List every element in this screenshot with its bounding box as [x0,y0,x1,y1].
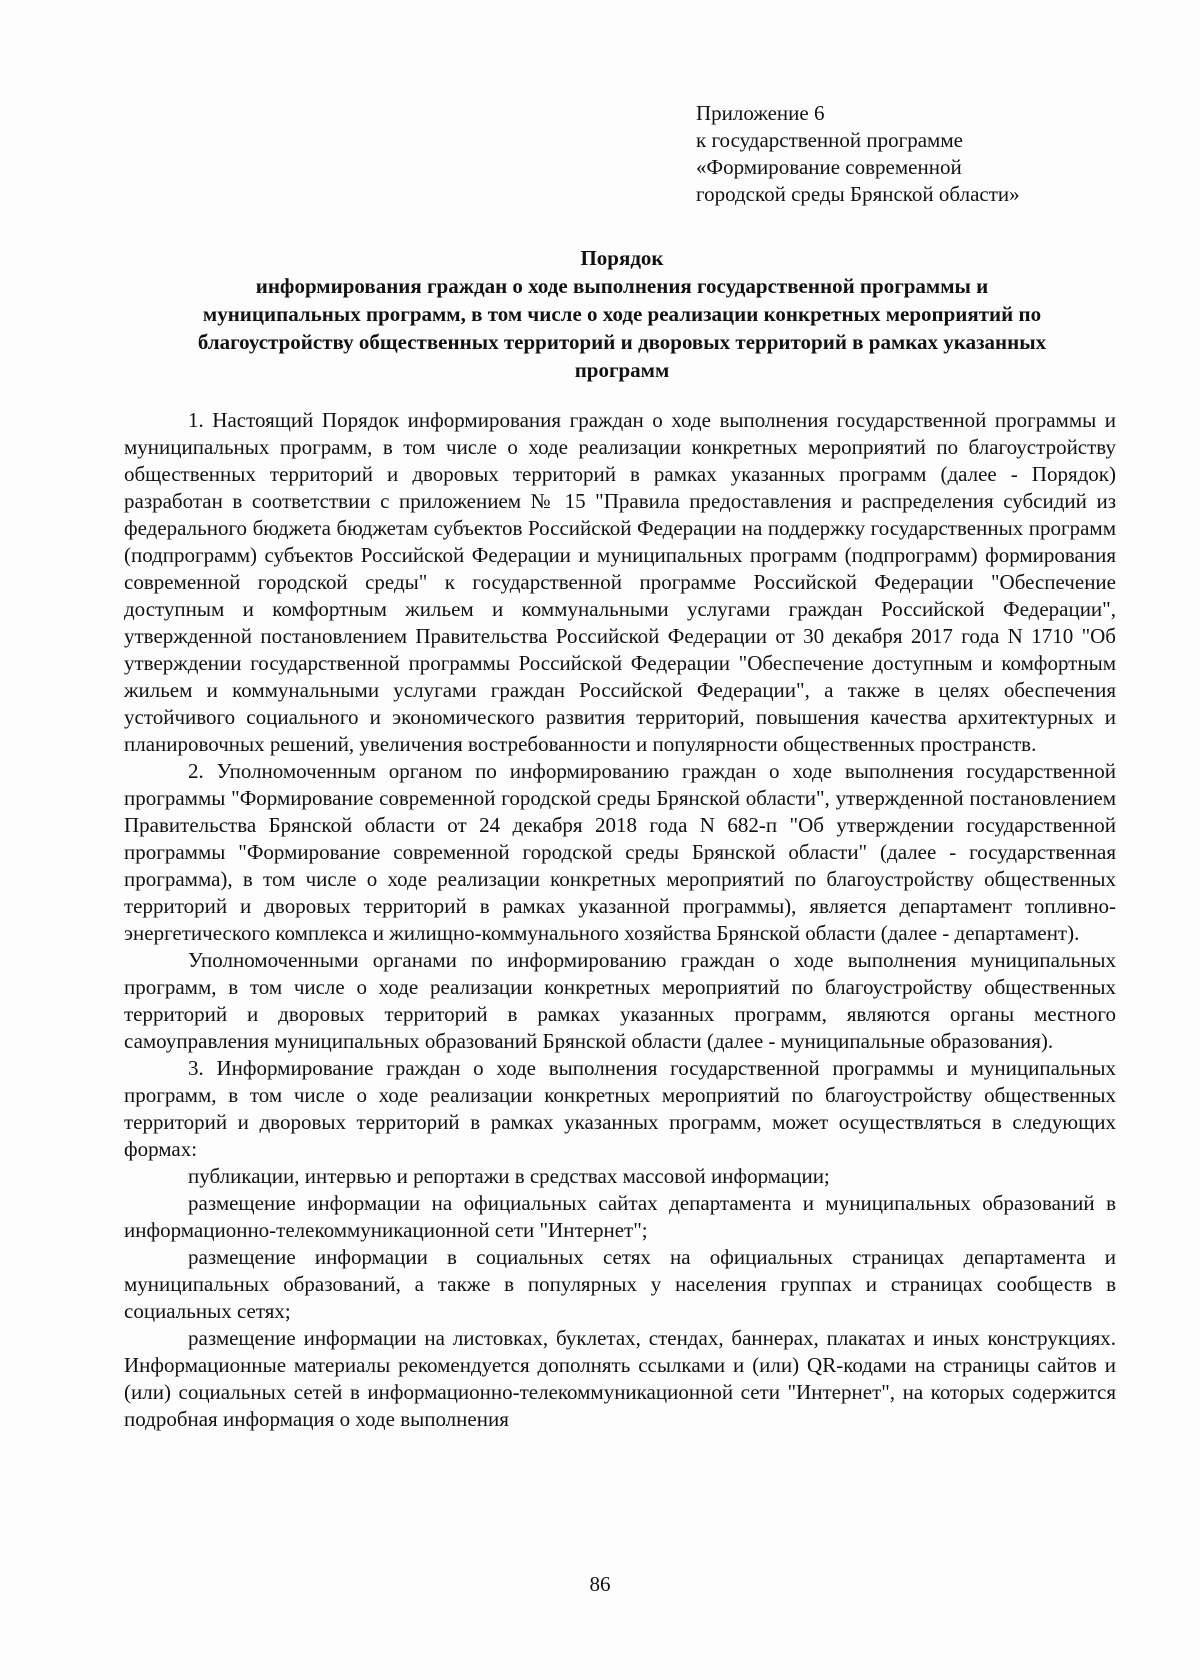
list-item-media: публикации, интервью и репортажи в средствах массовой информации; [188,1164,830,1188]
appendix-header [696,100,1136,208]
appendix-line: городской среды Брянской области» [696,182,1020,206]
paragraph-3: Уполномоченными органами по информированию граждан о ходе выполнения муниципальных программ, в том числе о ходе реализации конкретных мероприятий по благоустройству общественных территорий и дворовых территорий в рамках указанных программ, являются органы местного самоуправления муниципальных образований Брянской области (далее - муниципальные образования). [124,948,1116,1053]
title-line: муниципальных программ, в том числе о ходе реализации конкретных мероприятий по [202,302,1042,326]
page-number: 86 [589,1572,611,1596]
title-line: программ [574,358,670,382]
paragraph-2: 2. Уполномоченным органом по информированию граждан о ходе выполнения государственной программы "Формирование современной городской среды Брянской области", утвержденной постановлением Правительства Брянской области от 24 декабря 2018 года N 682-п "Об утверждении государственной программы "Формирование современной городской среды Брянской области" (далее - государственная программа), в том числе о ходе реализации конкретных мероприятий по благоустройству общественных территорий и дворовых территорий в рамках указанной программы), является департамент топливно-энергетического комплекса и жилищно-коммунального хозяйства Брянской области (далее - департамент). [124,759,1116,945]
document-body [124,407,1116,1433]
appendix-line: к государственной программе [696,128,963,152]
appendix-line: «Формирование современной [696,155,962,179]
title-line: информирования граждан о ходе выполнения государственной программы и [255,274,989,298]
document-title [128,244,1116,384]
list-item-print: размещение информации на листовках, буклетах, стендах, баннерах, плакатах и иных конструкциях. Информационные материалы рекомендуется дополнять ссылками и (или) QR-кодами на страницы сайтов и (или) социальных сетей в информационно-телекоммуникационной сети "Интернет", на которых содержится подробная информация о ходе выполнения [124,1326,1116,1431]
paragraph-4: 3. Информирование граждан о ходе выполнения государственной программы и муниципальных программ, в том числе о ходе реализации конкретных мероприятий по благоустройству общественных территорий и дворовых территорий в рамках указанных программ, может осуществляться в следующих формах: [124,1056,1116,1161]
appendix-line: Приложение 6 [696,101,825,125]
list-item-social: размещение информации в социальных сетях на официальных страницах департамента и муниципальных образований, а также в популярных у населения группах и страницах сообществ в социальных сетях; [124,1245,1116,1323]
list-item-websites: размещение информации на официальных сайтах департамента и муниципальных образований в информационно-телекоммуникационной сети "Интернет"; [124,1191,1116,1242]
title-heading: Порядок [580,246,664,270]
title-line: благоустройству общественных территорий и дворовых территорий в рамках указанных [197,330,1047,354]
paragraph-1: 1. Настоящий Порядок информирования граждан о ходе выполнения государственной программы и муниципальных программ, в том числе о ходе реализации конкретных мероприятий по благоустройству общественных территорий и дворовых территорий в рамках указанных программ (далее - Порядок) разработан в соответствии с приложением № 15 "Правила предоставления и распределения субсидий из федерального бюджета бюджетам субъектов Российской Федерации на поддержку государственных программ (подпрограмм) субъектов Российской Федерации и муниципальных программ (подпрограмм) формирования современной городской среды" к государственной программе Российской Федерации "Обеспечение доступным и комфортным жильем и коммунальными услугами граждан Российской Федерации", утвержденной постановлением Правительства Российской Федерации от 30 декабря 2017 года N 1710 "Об утверждении государственной программы Российской Федерации "Обеспечение доступным и комфортным жильем и коммунальными услугами граждан Российской Федерации", а также в целях обеспечения устойчивого социального и экономического развития территорий, повышения качества архитектурных и планировочных решений, увеличения востребованности и популярности общественных пространств. [124,408,1116,756]
